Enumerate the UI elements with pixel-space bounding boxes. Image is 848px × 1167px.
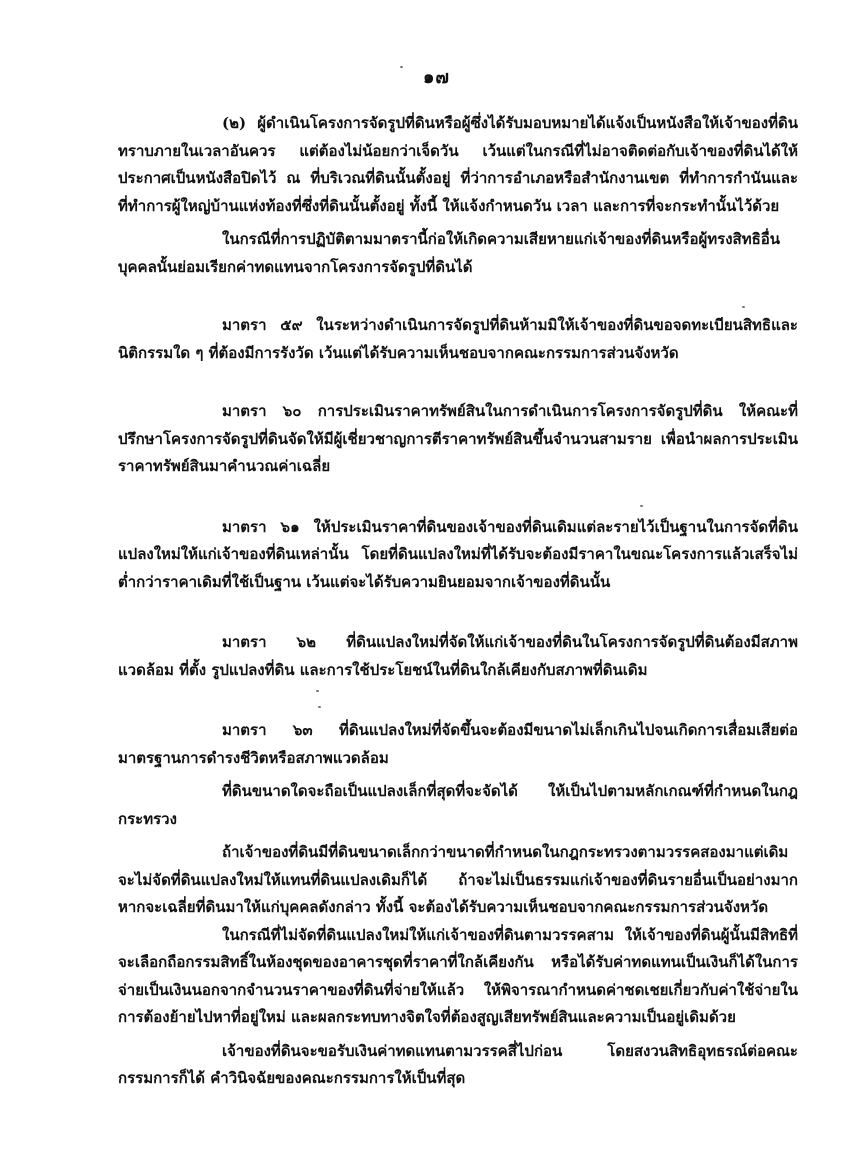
section-63-paragraph-5: เจ้าของที่ดินจะขอรับเงินค่าทดแทนตามวรรคสี่ไปก่อน โดยสงวนสิทธิอุทธรณ์ต่อคณะกรรมการก็ได้ คำวินิจฉัยของคณะกรรมการให้เป็นที่สุด [118,1041,798,1087]
scan-speck [316,690,319,692]
scan-speck [400,66,403,68]
section-60: มาตรา ๖๐ การประเมินราคาทรัพย์สินในการดำเนินการโครงการจัดรูปที่ดิน ให้คณะที่ปรึกษาโครงการจัดรูปที่ดินจัดให้มีผู้เชี่ยวชาญการตีราคาทรัพย์สินขึ้นจำนวนสามราย เพื่อนำผลการประเมินราคาทรัพย์สินมาคำนวณค่าเฉลี่ย [118,402,798,475]
section-62: มาตรา ๖๒ ที่ดินแปลงใหม่ที่จัดให้แก่เจ้าของที่ดินในโครงการจัดรูปที่ดินต้องมีสภาพแวดล้อม ที่ตั้ง รูปแปลงที่ดิน และการใช้ประโยชน์ในที่ดินใกล้เคียงกับสภาพที่ดินเดิม [118,633,798,679]
section-63-paragraph-3: ถ้าเจ้าของที่ดินมีที่ดินขนาดเล็กกว่าขนาดที่กำหนดในกฎกระทรวงตามวรรคสองมาแต่เดิมจะไม่จัดที่ดินแปลงใหม่ให้แทนที่ดินแปลงเดิมก็ได้ ถ้าจะไม่เป็นธรรมแก่เจ้าของที่ดินรายอื่นเป็นอย่างมากหากจะเฉลี่ยที่ดินมาให้แก่บุคคลดังกล่าว ทั้งนี้ จะต้องได้รับความเห็นชอบจากคณะกรรมการส่วนจังหวัด [118,843,798,916]
paragraph-compensation: ในกรณีที่การปฏิบัติตามมาตรานี้ก่อให้เกิดความเสียหายแก่เจ้าของที่ดินหรือผู้ทรงสิทธิอื่นบุคคลนั้นย่อมเรียกค่าทดแทนจากโครงการจัดรูปที่ดินได้ [118,230,780,276]
page-number: ๑๗ [423,67,450,88]
scan-speck [640,505,643,507]
section-63-paragraph-4: ในกรณีที่ไม่จัดที่ดินแปลงใหม่ให้แก่เจ้าของที่ดินตามวรรคสาม ให้เจ้าของที่ดินผู้นั้นมีสิทธิที่จะเลือกถือกรรมสิทธิ์ในห้องชุดของอาคารชุดที่ราคาที่ใกล้เคียงกัน หรือได้รับค่าทดแทนเป็นเงินก็ได้ในการจ่ายเป็นเงินนอกจากจำนวนราคาของที่ดินที่จ่ายให้แล้ว ให้พิจารณากำหนดค่าชดเชยเกี่ยวกับค่าใช้จ่ายในการต้องย้ายไปหาที่อยู่ใหม่ และผลกระทบทางจิตใจที่ต้องสูญเสียทรัพย์สินและความเป็นอยู่เดิมด้วย [118,925,798,1026]
section-59: มาตรา ๕๙ ในระหว่างดำเนินการจัดรูปที่ดินห้ามมิให้เจ้าของที่ดินขอจดทะเบียนสิทธิและนิติกรรมใด ๆ ที่ต้องมีการรังวัด เว้นแต่ได้รับความเห็นชอบจากคณะกรรมการส่วนจังหวัด [118,316,798,362]
section-61: มาตรา ๖๑ ให้ประเมินราคาที่ดินของเจ้าของที่ดินเดิมแต่ละรายไว้เป็นฐานในการจัดที่ดินแปลงใหม่ให้แก่เจ้าของที่ดินเหล่านั้น โดยที่ดินแปลงใหม่ที่ได้รับจะต้องมีราคาในขณะโครงการแล้วเสร็จไม่ต่ำกว่าราคาเดิมที่ใช้เป็นฐาน เว้นแต่จะได้รับความยินยอมจากเจ้าของที่ดินนั้น [118,517,798,591]
scan-speck [742,306,745,308]
section-63-paragraph-2: ที่ดินขนาดใดจะถือเป็นแปลงเล็กที่สุดที่จะจัดได้ ให้เป็นไปตามหลักเกณฑ์ที่กำหนดในกฎกระทรวง [118,782,798,828]
section-63-paragraph-1: มาตรา ๖๓ ที่ดินแปลงใหม่ที่จัดขึ้นจะต้องมีขนาดไม่เล็กเกินไปจนเกิดการเสื่อมเสียต่อมาตรฐานการดำรงชีวิตหรือสภาพแวดล้อม [118,721,798,767]
paragraph-clause-2: (๒) ผู้ดำเนินโครงการจัดรูปที่ดินหรือผู้ซึ่งได้รับมอบหมายได้แจ้งเป็นหนังสือให้เจ้าของที่ดินทราบภายในเวลาอันควร แต่ต้องไม่น้อยกว่าเจ็ดวัน เว้นแต่ในกรณีที่ไม่อาจติดต่อกับเจ้าของที่ดินได้ให้ประกาศเป็นหนังสือปิดไว้ ณ ที่บริเวณที่ดินนั้นตั้งอยู่ ที่ว่าการอำเภอหรือสำนักงานเขต ที่ทำการกำนันและที่ทำการผู้ใหญ่บ้านแห่งท้องที่ซึ่งที่ดินนั้นตั้งอยู่ ทั้งนี้ ให้แจ้งกำหนดวัน เวลา และการที่จะกระทำนั้นไว้ด้วย [118,114,798,215]
scan-speck [318,706,321,708]
document-body [118,110,798,1093]
